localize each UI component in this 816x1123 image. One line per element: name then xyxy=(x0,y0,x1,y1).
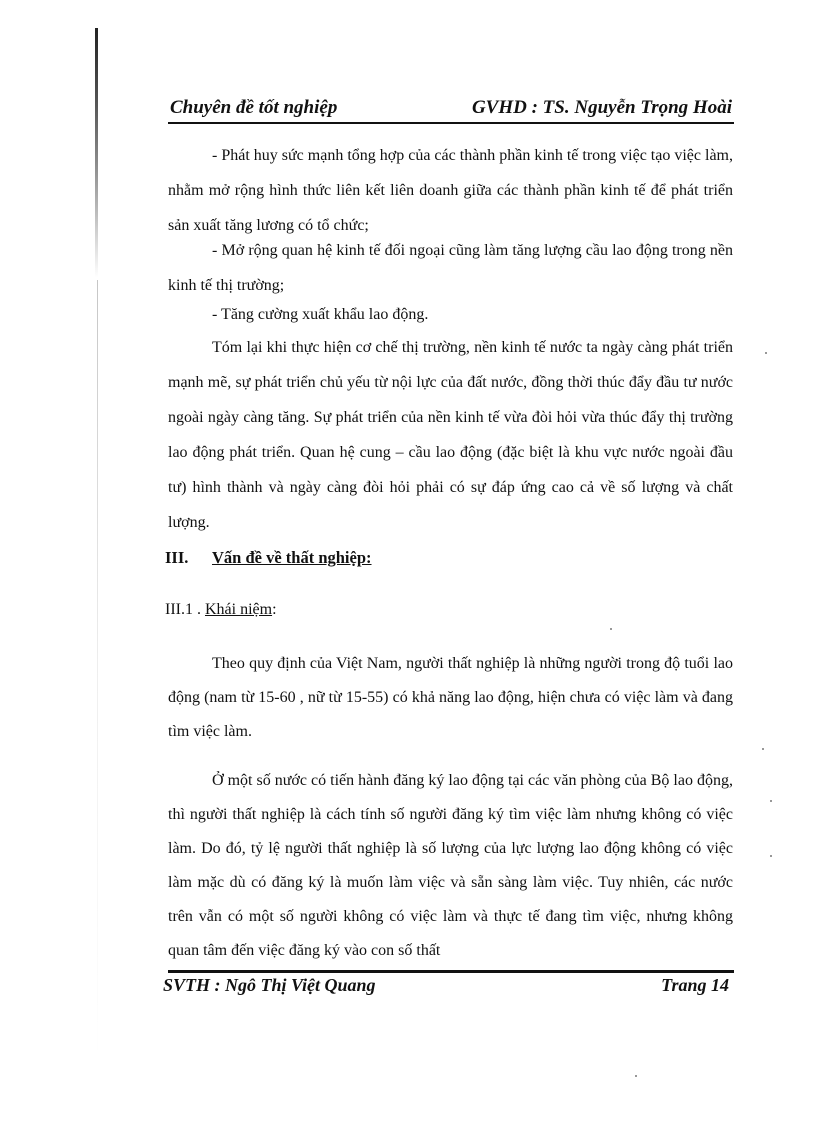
scan-speck xyxy=(762,748,764,750)
subsection-heading xyxy=(165,601,277,619)
scan-speck xyxy=(770,800,772,802)
section-number: III. xyxy=(165,548,189,567)
header-rule xyxy=(168,122,734,124)
scan-binding-edge xyxy=(95,28,98,278)
bullet-paragraph-2 xyxy=(168,233,733,303)
scan-speck xyxy=(770,855,772,857)
definition-paragraph xyxy=(168,647,733,749)
scan-binding-edge-faint xyxy=(97,280,98,1060)
section-title: Vấn đề về thất nghiệp: xyxy=(212,548,372,567)
bullet-paragraph-1 xyxy=(168,138,733,243)
footer-page-number: Trang 14 xyxy=(661,975,729,995)
bullet-paragraph-3 xyxy=(168,297,733,332)
page-footer xyxy=(163,975,729,1001)
scan-speck xyxy=(635,1075,637,1077)
header-document-type: Chuyên đề tốt nghiệp xyxy=(170,97,338,118)
header-supervisor: GVHD : TS. Nguyễn Trọng Hoài xyxy=(471,97,732,118)
summary-paragraph-text: Tóm lại khi thực hiện cơ chế thị trường, nền kinh tế nước ta ngày càng phát triển mạnh mẽ, sự phát triển chủ yếu từ nội lực của đất nước, đồng thời thúc đẩy đầu tư nước ngoài ngày càng tăng. Sự phát triển của nền kinh tế vừa đòi hỏi vừa thúc đẩy thị trường lao động phát triển. Quan hệ cung – cầu lao động (đặc biệt là khu vực nước ngoài đầu tư) hình thành và ngày càng đòi hỏi phải có sự đáp ứng cao cả về số lượng và chất lượng. xyxy=(168,339,733,531)
bullet-paragraph-2-text: - Mở rộng quan hệ kinh tế đối ngoại cũng làm tăng lượng cầu lao động trong nền kinh tế thị trường; xyxy=(168,242,733,294)
subsection-colon: : xyxy=(272,601,277,618)
definition-paragraph-text: Theo quy định của Việt Nam, người thất nghiệp là những người trong độ tuổi lao động (nam từ 15-60 , nữ từ 15-55) có khả năng lao động, hiện chưa có việc làm và đang tìm việc làm. xyxy=(168,655,733,740)
scan-speck xyxy=(765,352,767,354)
bullet-paragraph-1-text: - Phát huy sức mạnh tổng hợp của các thành phần kinh tế trong việc tạo việc làm, nhằm mở rộng hình thức liên kết liên doanh giữa các thành phần kinh tế để phát triển sản xuất tăng lương có tổ chức; xyxy=(168,147,733,234)
section-heading xyxy=(165,548,372,568)
page-header xyxy=(168,94,734,124)
footer-rule xyxy=(168,970,734,973)
summary-paragraph xyxy=(168,330,733,540)
subsection-number: III.1 . xyxy=(165,601,205,618)
subsection-title: Khái niệm xyxy=(204,601,273,618)
scan-speck xyxy=(610,628,612,630)
bullet-paragraph-3-text: - Tăng cường xuất khẩu lao động. xyxy=(212,306,429,323)
registration-paragraph-text: Ở một số nước có tiến hành đăng ký lao động tại các văn phòng của Bộ lao động, thì người thất nghiệp là cách tính số người đăng ký tìm việc làm nhưng không có việc làm. Do đó, tỷ lệ người thất nghiệp là số lượng của lực lượng lao động không có việc làm mặc dù có đăng ký là muốn làm việc và sẵn sàng làm việc. Tuy nhiên, các nước trên vẫn có một số người không có việc làm và thực tế đang tìm việc, nhưng không quan tâm đến việc đăng ký vào con số thất xyxy=(168,772,733,959)
registration-paragraph xyxy=(168,764,733,968)
footer-student: SVTH : Ngô Thị Việt Quang xyxy=(163,975,376,995)
